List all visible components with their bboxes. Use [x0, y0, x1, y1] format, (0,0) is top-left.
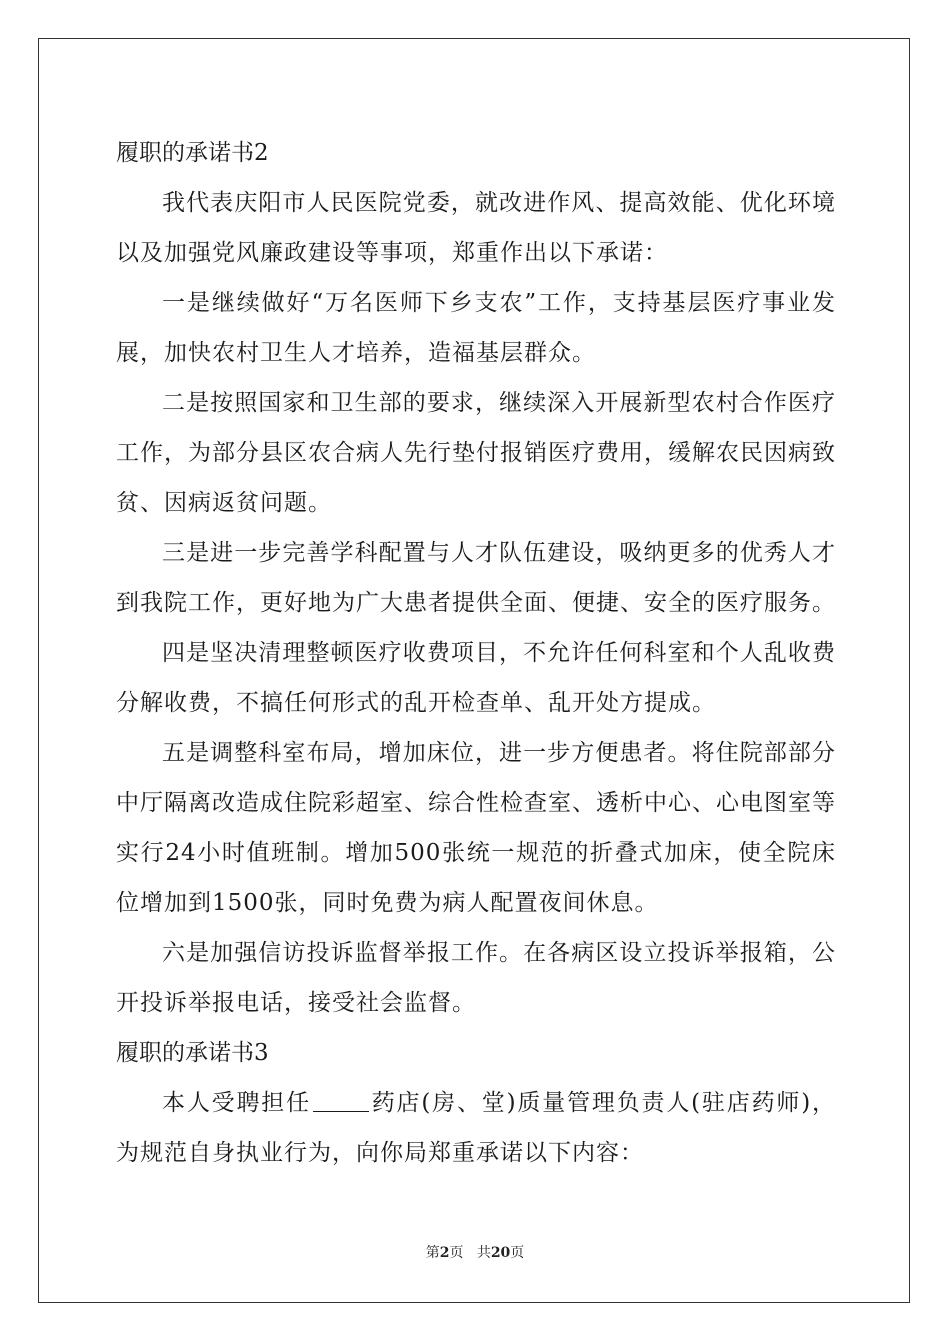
- total-prefix: 共: [476, 1245, 491, 1261]
- paragraph: 五是调整科室布局，增加床位，进一步方便患者。将住院部部分中厅隔离改造成住院彩超室、综合性检查室、透析中心、心电图室等实行24小时值班制。增加500张统一规范的折叠式加床，使全院床位增加到1500张，同时免费为病人配置夜间休息。: [116, 740, 836, 916]
- fill-in-blank-line: [313, 1088, 369, 1112]
- paragraph: 四是坚决清理整顿医疗收费项目，不允许任何科室和个人乱收费分解收费，不搞任何形式的乱开检查单、乱开处方提成。: [116, 640, 836, 716]
- total-pages: 20: [490, 1245, 511, 1261]
- paragraph: 六是加强信访投诉监督举报工作。在各病区设立投诉举报箱，公开投诉举报电话，接受社会监督。: [116, 940, 836, 1016]
- paragraph-with-blank: [116, 1078, 836, 1178]
- page-number: 2: [439, 1245, 450, 1261]
- section-heading-2: 履职的承诺书2: [116, 140, 269, 166]
- paragraph: 我代表庆阳市人民医院党委，就改进作风、提高效能、优化环境以及加强党风廉政建设等事项，郑重作出以下承诺：: [116, 190, 836, 266]
- paragraph: 一是继续做好“万名医师下乡支农”工作，支持基层医疗事业发展，加快农村卫生人才培养，造福基层群众。: [116, 290, 836, 366]
- paragraph: 三是进一步完善学科配置与人才队伍建设，吸纳更多的优秀人才到我院工作，更好地为广大患者提供全面、便捷、安全的医疗服务。: [116, 540, 836, 616]
- paragraph-text-before-blank: 本人受聘担任: [162, 1090, 311, 1116]
- section-heading-3: 履职的承诺书3: [116, 1040, 269, 1066]
- page-suffix: 页: [449, 1245, 464, 1261]
- page-prefix: 第: [425, 1245, 440, 1261]
- document-body: [116, 128, 836, 1178]
- paragraph-text-after-blank: 药店(房、堂)质量管理负责人(驻店药师)，为规范自身执业行为，向你局郑重承诺以下内容：: [116, 1090, 836, 1166]
- paragraph: 二是按照国家和卫生部的要求，继续深入开展新型农村合作医疗工作，为部分县区农合病人先行垫付报销医疗费用，缓解农民因病致贫、因病返贫问题。: [116, 390, 836, 516]
- total-suffix: 页: [510, 1245, 525, 1261]
- page-footer: [0, 1242, 950, 1262]
